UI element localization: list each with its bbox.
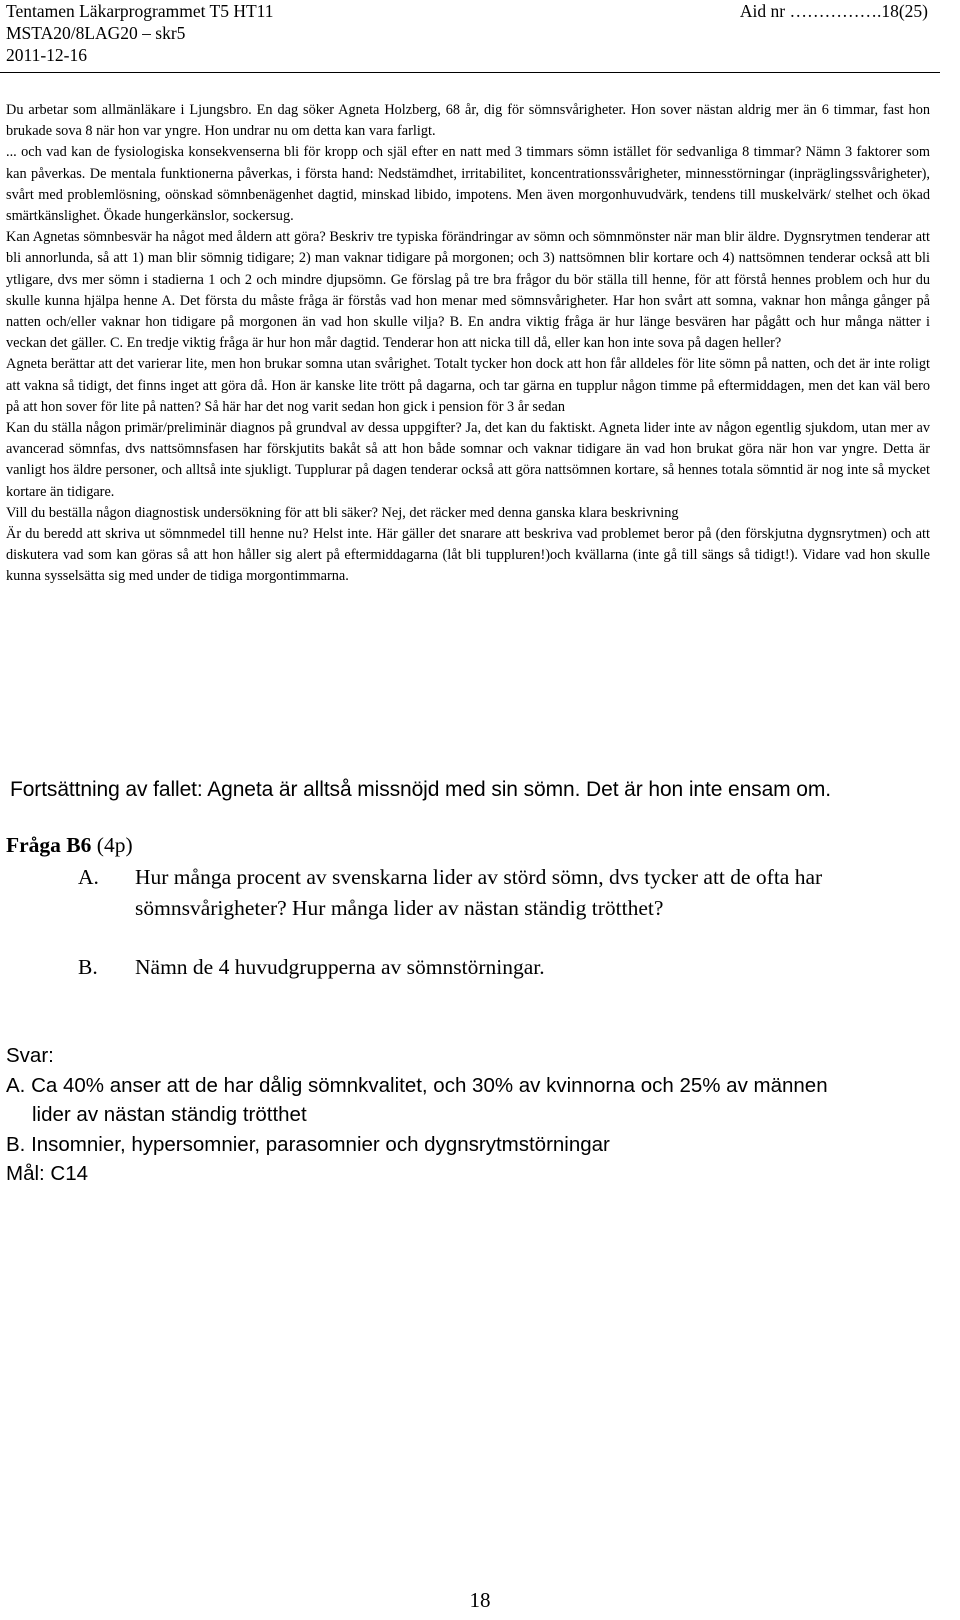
question-text: Hur många procent av svenskarna lider av störd sömn, dvs tycker att de ofta har sömnsvårigheter? Hur många lider av nästan ständig trötthet?	[135, 865, 823, 920]
case-paragraph: Kan Agnetas sömnbesvär ha något med åldern att göra? Beskriv tre typiska förändringar av sömn och sömnmönster när man blir äldre. Dygnsrytmen tenderar att bli annorlunda, så att 1) man blir sömnig tidigare; 2) man vaknar tidigare på morgonen; och 3) nattsömnen blir kortare och 4) nattsömnen tenderar också att bli ytligare, dvs mer sömn i stadierna 1 och 2 och mindre djupsömn. Ge förslag på tre bra frågor du bör ställa till henne, för att förstå hennes problem och hur du skulle kunna hjälpa henne A. Det första du måste fråga är förstås vad hon menar med sömnsvårigheter. Har hon svårt att somna, vaknar hon många gånger på natten och/eller vaknar hon tidigare på morgonen än vad hon skulle vilja? B. En andra viktig fråga är hur länge besvären har pågått och hur många nätter i veckan det gäller. C. En tredje viktig fråga är hur hon mår dagtid. Tenderar hon att nicka till då, eller kan hon inte sova på dagen heller?	[6, 229, 930, 352]
case-continuation: Fortsättning av fallet: Agneta är alltså missnöjd med sin sömn. Det är hon inte ensam om.	[10, 778, 832, 801]
case-paragraph: Kan du ställa någon primär/preliminär diagnos på grundval av dessa uppgifter? Ja, det kan du faktiskt. Agneta lider inte av någon egentlig sjukdom, utan mer av avancerad sömnfas, dvs nattsömnsfasen har förskjutits bakåt så att hon både somnar och vaknar tidigare än vad hon brukat göra när hon var yngre. Detta är vanligt hos äldre personer, och alltså inte sjukligt. Tupplurar på dagen tenderar också att göra nattsömnen kortare, så hennes totala sömntid är nog inte så mycket kortare än tidigare.	[6, 420, 930, 500]
answer-block	[6, 1041, 936, 1189]
question-label: Fråga B6	[6, 833, 92, 857]
case-paragraph: Agneta berättar att det varierar lite, men hon brukar somna utan svårighet. Totalt tycker hon dock att hon får alldeles för lite sömn på natten, och det är inte roligt att vakna så tidigt, det finns inget att göra då. Hon är kanske lite trött på dagarna, och tar gärna en tupplur någon timme på eftermiddagen, men det kan väl bero på att hon sover för lite på natten? Så här har det nog varit sedan hon gick i pension för 3 år sedan	[6, 356, 930, 415]
case-paragraph: Vill du beställa någon diagnostisk undersökning för att bli säker? Nej, det räcker med denna ganska klara beskrivning	[6, 504, 679, 521]
answer-a-cont: lider av nästan ständig trötthet	[32, 1103, 307, 1126]
question-letter: A.	[78, 865, 99, 889]
answer-goal: Mål: C14	[6, 1162, 89, 1185]
answer-a: A. Ca 40% anser att de har dålig sömnkvalitet, och 30% av kvinnorna och 25% av männen	[6, 1073, 828, 1097]
question-text: Nämn de 4 huvudgrupperna av sömnstörningar.	[135, 955, 545, 979]
question-letter: B.	[78, 955, 98, 979]
answer-b: B. Insomnier, hypersomnier, parasomnier och dygnsrytmstörningar	[6, 1132, 610, 1156]
answer-label: Svar:	[6, 1044, 54, 1067]
page-number: 18	[469, 1588, 491, 1612]
aid-number: Aid nr …………….18(25)	[739, 1, 928, 21]
case-body	[6, 100, 930, 588]
case-paragraph: Är du beredd att skriva ut sömnmedel till henne nu? Helst inte. Här gäller det snarare att beskriva vad problemet beror på (den förskjutna dygnsrytmen) och att diskutera vad som kan göras så att hon håller sig alert på eftermiddagarna (låt bli tuppluren!)och kvällarna (inte gå till sängs så tidigt!). Vidare vad hon skulle kunna sysselsätta sig med under de tidiga morgontimmarna.	[6, 526, 930, 585]
exam-title: Tentamen Läkarprogrammet T5 HT11	[6, 1, 274, 21]
header-rule	[0, 72, 940, 73]
exam-date: 2011-12-16	[6, 45, 88, 65]
header-left	[6, 0, 274, 66]
question-points: (4p)	[96, 833, 133, 857]
question-title	[6, 832, 133, 858]
case-paragraph: ... och vad kan de fysiologiska konsekvenserna bli för kropp och själ efter en natt med 3 timmars sömn istället för sedvanliga 8 timmar? Nämn 3 faktorer som kan påverkas. De mentala funktionerna påverkas, i första hand: Nedstämdhet, irritabilitet, koncentrationssvårigheter, minnesstörningar (inpräglingssvårigheter), svårt med problemlösning, oönskad sömnbenägenhet dagtid, minskad libido, impotens. Men även morgonhuvudvärk, tendens till muskelvärk/ stelhet och ökad smärtkänslighet. Ökade hungerkänslor, sockersug.	[6, 144, 930, 225]
course-code: MSTA20/8LAG20 – skr5	[6, 23, 186, 43]
case-paragraph: Du arbetar som allmänläkare i Ljungsbro. En dag söker Agneta Holzberg, 68 år, dig för sömnsvårigheter. Hon sover nästan aldrig mer än 6 timmar, fast hon brukade sova 8 när hon var yngre. Hon undrar nu om detta kan vara farligt.	[6, 102, 930, 140]
